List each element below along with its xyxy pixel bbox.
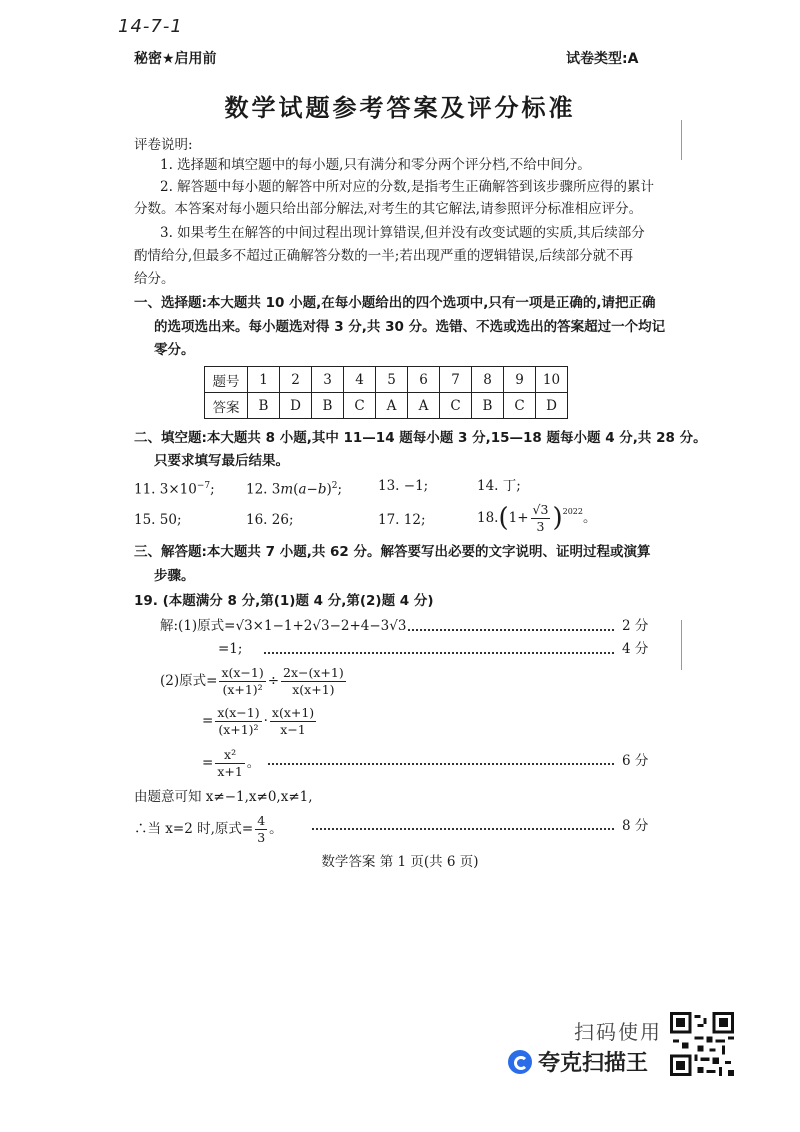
table-row-answers (205, 393, 568, 419)
answer-11-exponent: −7 (196, 481, 211, 491)
table-header-answer: 答案 (205, 393, 248, 419)
fraction-1 (219, 665, 265, 698)
paren-left-glyph: ( (498, 503, 509, 533)
table-cell: 7 (440, 367, 472, 393)
score-4: 4 分 (622, 641, 649, 657)
answer-14: 14. 丁; (477, 478, 521, 494)
score-6: 6 分 (622, 753, 649, 769)
table-cell: 3 (312, 367, 344, 393)
answer-11 (134, 476, 215, 500)
q19-part1-line1: 解:(1)原式=√3×1−1+2√3−2+4−3√3 (160, 618, 407, 634)
period: 。 (246, 755, 261, 771)
fraction-denominator: 3 (257, 829, 266, 845)
fraction-denominator: x(x+1) (292, 681, 335, 697)
section2-line-2: 只要求填写最后结果。 (154, 453, 289, 469)
fraction-numerator: x(x−1) (221, 664, 264, 680)
table-cell: A (408, 393, 440, 419)
answer-18-label: 18. (477, 510, 499, 526)
answer-12-coef: 12. 3 (246, 481, 281, 498)
fraction-numerator: x(x−1) (217, 704, 260, 720)
division-sign: ÷ (267, 673, 280, 689)
fraction-denominator: x−1 (280, 721, 306, 737)
watermark-brand (508, 1046, 648, 1077)
q19-final-text: ∴当 x=2 时,原式= (134, 821, 254, 837)
table-cell: 2 (280, 367, 312, 393)
answer-18-fraction (531, 502, 551, 535)
fraction-numerator: x(x+1) (271, 704, 315, 720)
answer-table (204, 366, 568, 419)
note-3-line-3: 给分。 (134, 271, 175, 287)
note-2-line-2: 分数。本答案对每小题只给出部分解法,对考生的其它解法,请参照评分标准相应评分。 (134, 201, 643, 217)
equals-sign: = (202, 713, 214, 729)
table-cell: 1 (248, 367, 280, 393)
watermark-scan-text: 扫码使用 (574, 1020, 662, 1044)
fraction-4 (270, 705, 316, 738)
dotted-leader (312, 828, 614, 830)
period: 。 (269, 821, 283, 837)
scan-edge-line (681, 620, 682, 670)
answer-12-end: ; (337, 481, 343, 498)
fraction-numerator: 2x−(x+1) (283, 664, 344, 680)
table-cell: A (376, 393, 408, 419)
fraction-denominator: (x+1)² (222, 681, 263, 697)
answer-18 (477, 498, 596, 538)
table-cell: 9 (504, 367, 536, 393)
section1-line-2: 的选项选出来。每小题选对得 3 分,共 30 分。选错、不选或选出的答案超过一个均记 (154, 319, 666, 335)
q19-heading: 19. (本题满分 8 分,第(1)题 4 分,第(2)题 4 分) (134, 593, 434, 609)
table-cell: C (504, 393, 536, 419)
paper-type-label: 试卷类型:A (566, 51, 639, 67)
qr-code-icon (670, 1012, 734, 1076)
dotted-leader (264, 652, 614, 654)
q19-part2-label: (2)原式= (160, 673, 218, 689)
watermark-brand-text: 夸克扫描王 (538, 1051, 649, 1076)
q19-condition: 由题意可知 x≠−1,x≠0,x≠1, (134, 789, 313, 805)
q19-part2-line1 (160, 662, 348, 700)
answer-12-minus: − (306, 481, 318, 498)
paren-right-glyph: ) (552, 503, 563, 533)
fraction-denominator: x+1 (217, 763, 243, 779)
answer-15: 15. 50; (134, 512, 182, 528)
table-cell: D (536, 393, 568, 419)
table-cell: 8 (472, 367, 504, 393)
answer-12-m: m (280, 481, 294, 498)
table-cell: 6 (408, 367, 440, 393)
fraction-denominator: 3 (536, 518, 545, 534)
answer-12-b: b (317, 481, 327, 498)
answer-12-a: a (298, 481, 307, 498)
table-cell: C (440, 393, 472, 419)
answer-18-one-plus: 1+ (508, 510, 529, 526)
answer-13: 13. −1; (378, 478, 429, 494)
answer-18-end: 。 (582, 510, 597, 526)
note-2-line-1: 2. 解答题中每小题的解答中所对应的分数,是指考生正确解答到该步骤所应得的累计 (160, 179, 654, 195)
table-cell: B (472, 393, 504, 419)
note-3-line-2: 酌情给分,但最多不超过正确解答分数的一半;若出现严重的逻辑错误,后续部分就不再 (134, 248, 634, 264)
note-3-line-1: 3. 如果考生在解答的中间过程出现计算错误,但并没有改变试题的实质,其后续部分 (160, 225, 645, 241)
fraction-final (255, 813, 267, 846)
answer-17: 17. 12; (378, 512, 426, 528)
table-cell: D (280, 393, 312, 419)
q19-final (134, 810, 283, 848)
answer-18-exponent: 2022 (562, 507, 583, 516)
page-footer: 数学答案 第 1 页(共 6 页) (321, 854, 479, 870)
q19-part2-line3 (202, 744, 260, 782)
fraction-5 (215, 747, 244, 780)
handwritten-note: 14-7-1 (118, 16, 183, 37)
section2-line-1: 二、填空题:本大题共 8 小题,其中 11—14 题每小题 3 分,15—18 题每小题 4 分,共 28 分。 (134, 430, 707, 446)
answer-12-paren-close: ) (326, 481, 332, 498)
q19-part2-line2 (202, 702, 318, 740)
section3-line-1: 三、解答题:本大题共 7 小题,共 62 分。解答要写出必要的文字说明、证明过程或演算 (134, 544, 651, 560)
fraction-denominator: (x+1)² (218, 721, 259, 737)
table-cell: B (312, 393, 344, 419)
dotted-leader (408, 629, 614, 631)
table-cell: 5 (376, 367, 408, 393)
fraction-numerator: √3 (532, 501, 549, 517)
quark-logo-icon (508, 1050, 532, 1074)
answer-12 (246, 476, 342, 500)
answer-12-paren-open: ( (293, 481, 299, 498)
section1-line-3: 零分。 (154, 342, 195, 358)
scan-edge-line (681, 120, 682, 160)
notes-heading: 评卷说明: (134, 137, 193, 153)
fraction-2 (281, 665, 346, 698)
q19-part1-line2: =1; (218, 641, 243, 657)
confidential-label: 秘密★启用前 (134, 51, 217, 67)
table-cell: C (344, 393, 376, 419)
fraction-numerator: x² (215, 747, 244, 764)
equals-sign: = (202, 755, 214, 771)
table-cell: B (248, 393, 280, 419)
table-cell: 4 (344, 367, 376, 393)
answer-11-base: 11. 3×10 (134, 481, 197, 498)
answer-12-exponent: 2 (331, 481, 338, 491)
table-cell: 10 (536, 367, 568, 393)
score-8: 8 分 (622, 818, 649, 834)
multiply-dot: · (263, 713, 268, 729)
fraction-3 (215, 705, 261, 738)
page-title: 数学试题参考答案及评分标准 (224, 94, 576, 122)
dotted-leader (268, 763, 614, 765)
fraction-numerator: 4 (257, 812, 266, 828)
note-1: 1. 选择题和填空题中的每小题,只有满分和零分两个评分档,不给中间分。 (160, 157, 591, 173)
answer-11-end: ; (210, 481, 215, 498)
score-2: 2 分 (622, 618, 649, 634)
section3-line-2: 步骤。 (154, 568, 195, 584)
table-header-number: 题号 (205, 367, 248, 393)
section1-line-1: 一、选择题:本大题共 10 小题,在每小题给出的四个选项中,只有一项是正确的,请把正确 (134, 295, 656, 311)
table-row-numbers (205, 367, 568, 393)
answer-16: 16. 26; (246, 512, 294, 528)
